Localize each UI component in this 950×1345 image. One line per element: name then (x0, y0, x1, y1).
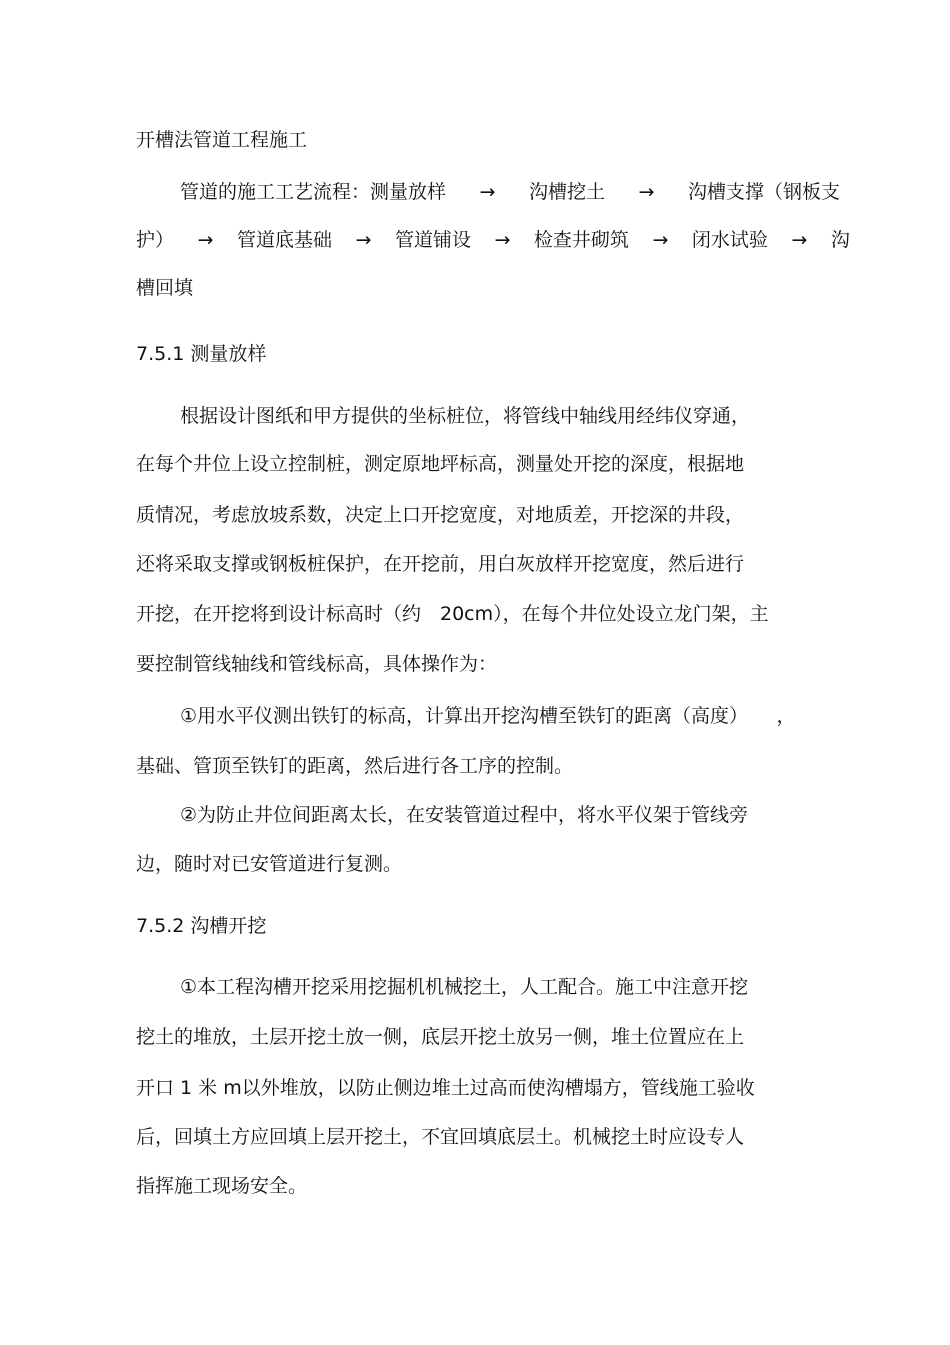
flow-arrow: → (494, 229, 511, 251)
section-heading-7-5-2: 7.5.2 沟槽开挖 (136, 915, 267, 937)
flow-step: 管道底基础 (236, 229, 332, 251)
section-heading-7-5-1: 7.5.1 测量放样 (136, 343, 267, 365)
list-item-line: 后，回填土方应回填上层开挖土，不宜回填底层土。机械挖土时应设专人 (136, 1126, 745, 1148)
flow-step: 管道的施工工艺流程：测量放样 (180, 181, 447, 203)
document-title: 开槽法管道工程施工 (136, 129, 308, 151)
paragraph-line: 根据设计图纸和甲方提供的坐标桩位，将管线中轴线用经纬仪穿通， (180, 405, 751, 427)
paragraph-line: 开挖，在开挖将到设计标高时（约 20cm），在每个井位处设立龙门架，主 (136, 603, 769, 625)
paragraph-line: 还将采取支撑或钢板桩保护，在开挖前，用白灰放样开挖宽度，然后进行 (136, 553, 745, 575)
flow-arrow: → (197, 229, 214, 251)
flow-step: 沟槽支撑（钢板支 (687, 181, 840, 203)
flow-step: 检查井砌筑 (533, 229, 629, 251)
list-item-line: 边，随时对已安管道进行复测。 (136, 853, 403, 875)
process-flow-line-3: 槽回填 (136, 277, 194, 299)
flow-arrow: → (479, 181, 496, 203)
flow-step: 闭水试验 (691, 229, 768, 251)
process-flow-line-2 (136, 228, 850, 252)
paragraph-line: 在每个井位上设立控制桩，测定原地坪标高，测量处开挖的深度，根据地 (136, 453, 745, 475)
paragraph-line: 要控制管线轴线和管线标高，具体操作为： (136, 653, 498, 675)
flow-step: 护） (136, 229, 175, 251)
flow-arrow: → (791, 229, 808, 251)
flow-step: 沟槽挖土 (528, 181, 605, 203)
flow-step: 管道铺设 (394, 229, 471, 251)
list-item-line: 指挥施工现场安全。 (136, 1175, 308, 1197)
list-item-line: 基础、管顶至铁钉的距离，然后进行各工序的控制。 (136, 755, 574, 777)
process-flow-line-1 (180, 180, 840, 204)
flow-arrow: → (652, 229, 669, 251)
list-item-line: 挖土的堆放，土层开挖土放一侧，底层开挖土放另一侧，堆土位置应在上 (136, 1026, 745, 1048)
flow-step: 沟 (830, 229, 850, 251)
paragraph-line: 质情况，考虑放坡系数，决定上口开挖宽度，对地质差，开挖深的井段， (136, 504, 745, 526)
list-item-line: ①用水平仪测出铁钉的标高，计算出开挖沟槽至铁钉的距离（高度） ， (180, 705, 796, 727)
flow-arrow: → (355, 229, 372, 251)
list-item-line: 开口 1 米 m以外堆放，以防止侧边堆土过高而使沟槽塌方，管线施工验收 (136, 1077, 755, 1099)
list-item-line: ①本工程沟槽开挖采用挖掘机机械挖土，人工配合。施工中注意开挖 (180, 976, 749, 998)
flow-arrow: → (638, 181, 655, 203)
list-item-line: ②为防止井位间距离太长，在安装管道过程中，将水平仪架于管线旁 (180, 804, 749, 826)
